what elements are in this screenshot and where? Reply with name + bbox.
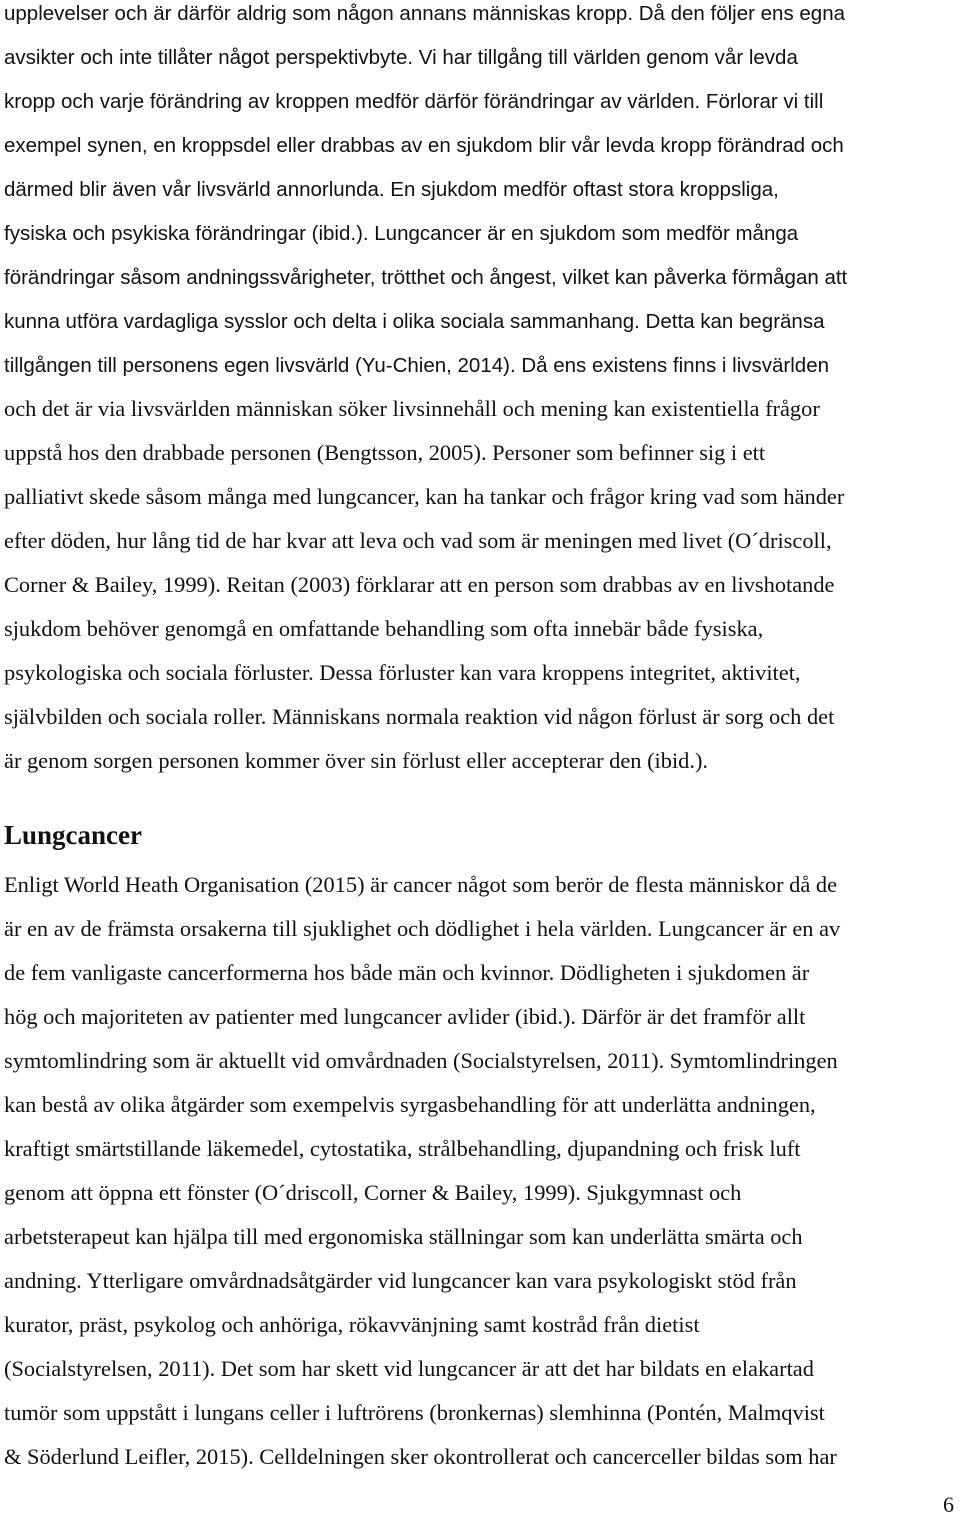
text-line: & Söderlund Leifler, 2015). Celldelningen sker okontrollerat och cancerceller bildas som har: [4, 1444, 837, 1469]
text-line: avsikter och inte tillåter något perspektivbyte. Vi har tillgång till världen genom vår levda: [4, 46, 798, 69]
text-line: (Socialstyrelsen, 2011). Det som har skett vid lungcancer är att det har bildats en elakartad: [4, 1356, 814, 1381]
text-line: upplevelser och är därför aldrig som någon annans människas kropp. Då den följer ens egna: [4, 2, 846, 25]
text-line: är genom sorgen personen kommer över sin förlust eller accepterar den (ibid.).: [4, 748, 709, 773]
page-number: 6: [943, 1492, 954, 1517]
text-line: palliativt skede såsom många med lungcancer, kan ha tankar och frågor kring vad som händer: [4, 484, 845, 509]
text-line: de fem vanligaste cancerformerna hos både män och kvinnor. Dödligheten i sjukdomen är: [4, 960, 810, 985]
text-line: sjukdom behöver genomgå en omfattande behandling som ofta innebär både fysiska,: [4, 616, 764, 641]
text-line: självbilden och sociala roller. Människans normala reaktion vid någon förlust är sorg och det: [4, 704, 835, 729]
text-line: kropp och varje förändring av kroppen medför därför förändringar av världen. Förlorar vi till: [4, 90, 824, 113]
text-line: fysiska och psykiska förändringar (ibid.). Lungcancer är en sjukdom som medför många: [4, 222, 799, 245]
text-line: är en av de främsta orsakerna till sjuklighet och dödlighet i hela världen. Lungcancer är en av: [4, 916, 841, 941]
text-line: Enligt World Heath Organisation (2015) är cancer något som berör de flesta människor då de: [4, 872, 838, 897]
text-line: därmed blir även vår livsvärld annorlunda. En sjukdom medför oftast stora kroppsliga,: [4, 178, 779, 201]
text-line: symtomlindring som är aktuellt vid omvårdnaden (Socialstyrelsen, 2011). Symtomlindringen: [4, 1048, 838, 1073]
text-line: kraftigt smärtstillande läkemedel, cytostatika, strålbehandling, djupandning och frisk luft: [4, 1136, 801, 1161]
section-heading: Lungcancer: [4, 820, 142, 850]
text-line: och det är via livsvärlden människan söker livsinnehåll och mening kan existentiella frågor: [4, 396, 820, 421]
text-line: Corner & Bailey, 1999). Reitan (2003) förklarar att en person som drabbas av en livshotande: [4, 572, 835, 597]
text-line: kan bestå av olika åtgärder som exempelvis syrgasbehandling för att underlätta andningen,: [4, 1092, 816, 1117]
text-line: tillgången till personens egen livsvärld (Yu-Chien, 2014). Då ens existens finns i livsvärlden: [4, 354, 829, 377]
text-line: uppstå hos den drabbade personen (Bengtsson, 2005). Personer som befinner sig i ett: [4, 440, 766, 465]
text-line: förändringar såsom andningssvårigheter, trötthet och ångest, vilket kan påverka förmågan att: [4, 266, 848, 289]
text-line: psykologiska och sociala förluster. Dessa förluster kan vara kroppens integritet, aktivitet,: [4, 660, 801, 685]
text-line: andning. Ytterligare omvårdnadsåtgärder vid lungcancer kan vara psykologiskt stöd från: [4, 1268, 797, 1293]
text-line: tumör som uppstått i lungans celler i luftrörens (bronkernas) slemhinna (Pontén, Malmqvist: [4, 1400, 825, 1425]
text-line: efter döden, hur lång tid de har kvar att leva och vad som är meningen med livet (O´driscoll,: [4, 528, 832, 553]
text-line: kunna utföra vardagliga sysslor och delta i olika sociala sammanhang. Detta kan begränsa: [4, 310, 825, 333]
text-line: genom att öppna ett fönster (O´driscoll, Corner & Bailey, 1999). Sjukgymnast och: [4, 1180, 742, 1205]
text-line: kurator, präst, psykolog och anhöriga, rökavvänjning samt kostråd från dietist: [4, 1312, 700, 1337]
text-line: exempel synen, en kroppsdel eller drabbas av en sjukdom blir vår levda kropp förändrad och: [4, 134, 844, 157]
text-line: hög och majoriteten av patienter med lungcancer avlider (ibid.). Därför är det framför allt: [4, 1004, 806, 1029]
text-line: arbetsterapeut kan hjälpa till med ergonomiska ställningar som kan underlätta smärta och: [4, 1224, 803, 1249]
